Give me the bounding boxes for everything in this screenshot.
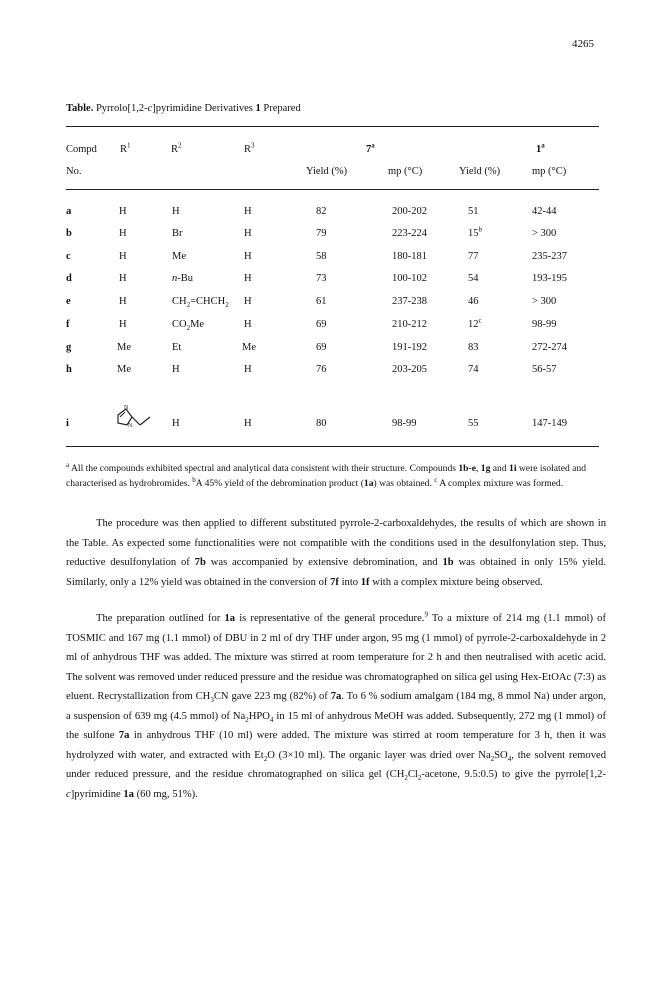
row-a-r2: H: [172, 206, 180, 217]
row-f-mp1: 98-99: [532, 319, 557, 330]
row-b-r3: H: [244, 228, 252, 239]
row-f-yield1: 12$^c$: [468, 316, 482, 330]
row-c-mp1: 235-237: [532, 251, 567, 262]
row-b-mp1: > 300: [532, 228, 557, 239]
row-d-yield1: 54: [468, 273, 479, 284]
svg-text:N: N: [124, 405, 129, 411]
row-c-r2: Me: [172, 251, 186, 262]
row-a-id: a: [66, 206, 72, 217]
row-a-yield7: 82: [316, 206, 327, 217]
row-i-mp7: 98-99: [392, 418, 417, 429]
row-a-yield1: 51: [468, 206, 479, 217]
row-a-mp7: 200-202: [392, 206, 427, 217]
page-number: 4265: [572, 38, 594, 50]
row-g-mp1: 272-274: [532, 342, 567, 353]
row-d-yield7: 73: [316, 273, 327, 284]
row-b-r1: H: [119, 228, 127, 239]
row-b-r2: Br: [172, 228, 183, 239]
row-e-mp1: > 300: [532, 296, 557, 307]
header-no: No.: [66, 166, 82, 177]
row-a-mp1: 42-44: [532, 206, 557, 217]
row-g-yield1: 83: [468, 342, 479, 353]
header-compd: Compd: [66, 144, 97, 155]
header-mp-7: mp (°C): [388, 166, 423, 177]
row-f-id: f: [66, 319, 70, 330]
row-e-r3: H: [244, 296, 252, 307]
header-compound-1: 1$^a$: [536, 141, 545, 155]
row-e-r1: H: [119, 296, 127, 307]
row-d-mp1: 193-195: [532, 273, 567, 284]
pyrazole-structure-icon: [112, 405, 156, 435]
row-c-yield1: 77: [468, 251, 479, 262]
row-h-id: h: [66, 364, 72, 375]
table-header-rule: [66, 189, 599, 190]
body-paragraph-2: The preparation outlined for 1a is representative of the general procedure.$^9$ To a mixture of 214 mg (1.1 mmol) of TOSMIC and 167 mg (1.1 mmol) of DBU in 2 ml of dry THF under argon, 95 mg (1 mmol) of pyrrole-2-carboxaldehyde in 2 ml of anhydrous THF was added. The mixture was stirred at room temperature for 2 h and then neutralised with acetic acid. The solvent was removed under reduced pressure and the residue was chromatographed on silica gel using Hex-EtOAc (7:3) as eluent. Recrystallization from $CH_3CN$ gave 223 mg (82%) of 7a. To 6 % sodium amalgam (184 mg, 8 mmol Na) under argon, a suspension of 639 mg (4.5 mmol) of $Na_2HPO_4$ in 15 ml of anhydrous MeOH was added. Subsequently, 272 mg (1 mmol) of the sulfone 7a in anhydrous THF (10 ml) were added. The mixture was stirred at room temperature for 3 h, then it was hydrolyzed with water, and extracted with $Et_2O$ (3×10 ml). The organic layer was dried over $Na_2SO_4$, the solvent removed under reduced pressure, and the residue chromatographed on silica gel ($CH_2Cl_2$-acetone, 9.5:0.5) to give the pyrrole[1,2-c]pyrimidine 1a (60 mg, 51%).: [66, 610, 606, 800]
header-yield-7: Yield (%): [306, 166, 348, 177]
row-g-mp7: 191-192: [392, 342, 427, 353]
row-a-r3: H: [244, 206, 252, 217]
row-h-mp1: 56-57: [532, 364, 557, 375]
row-f-r1: H: [119, 319, 127, 330]
row-b-yield1: 15$^b$: [468, 225, 482, 239]
row-i-r2: H: [172, 418, 180, 429]
row-d-id: d: [66, 273, 72, 284]
row-g-id: g: [66, 342, 72, 353]
header-compound-7: 7$^a$: [366, 141, 375, 155]
row-h-r3: H: [244, 364, 252, 375]
row-h-yield7: 76: [316, 364, 327, 375]
header-r3: $R^3$: [244, 141, 255, 155]
row-h-r2: H: [172, 364, 180, 375]
row-f-mp7: 210-212: [392, 319, 427, 330]
row-b-id: b: [66, 228, 72, 239]
row-i-yield1: 55: [468, 418, 479, 429]
row-e-yield1: 46: [468, 296, 479, 307]
header-r2: $R^2$: [171, 141, 182, 155]
row-c-id: c: [66, 251, 71, 262]
row-f-r3: H: [244, 319, 252, 330]
header-r1: $R^1$: [120, 141, 131, 155]
row-d-r2: n-Bu: [172, 273, 193, 284]
row-i-r3: H: [244, 418, 252, 429]
row-e-r2: $CH_2=CHCH_2$: [172, 296, 229, 310]
row-b-mp7: 223-224: [392, 228, 427, 239]
row-d-r3: H: [244, 273, 252, 284]
row-d-r1: H: [119, 273, 127, 284]
row-g-yield7: 69: [316, 342, 327, 353]
body-paragraph-1: The procedure was then applied to different substituted pyrrole-2-carboxaldehydes, the results of which are shown in the Table. As expected some functionalities were not compatible with the conditions used in the desulfonylation step. Thus, reductive desulfonylation of 7b was accompanied by extensive debromination, and 1b was obtained in only 15% yield. Similarly, only a 12% yield was obtained in the conversion of 7f into 1f with a complex mixture being observed.: [66, 518, 606, 588]
row-e-yield7: 61: [316, 296, 327, 307]
table-bottom-rule: [66, 446, 599, 447]
row-a-r1: H: [119, 206, 127, 217]
row-h-r1: Me: [117, 364, 131, 375]
row-i-id: i: [66, 418, 69, 429]
header-mp-1: mp (°C): [532, 166, 567, 177]
row-i-mp1: 147-149: [532, 418, 567, 429]
row-f-yield7: 69: [316, 319, 327, 330]
row-b-yield7: 79: [316, 228, 327, 239]
row-c-mp7: 180-181: [392, 251, 427, 262]
row-c-r3: H: [244, 251, 252, 262]
table-top-rule: [66, 126, 599, 127]
row-e-mp7: 237-238: [392, 296, 427, 307]
table-caption: Table. Pyrrolo[1,2-c]pyrimidine Derivatives 1 Prepared: [66, 103, 301, 114]
row-c-r1: H: [119, 251, 127, 262]
row-g-r2: Et: [172, 342, 182, 353]
row-f-r2: $CO_2Me$: [172, 319, 205, 333]
row-g-r3: Me: [242, 342, 256, 353]
svg-text:N: N: [128, 423, 133, 429]
row-e-id: e: [66, 296, 71, 307]
table-footnote: $^a$ All the compounds exhibited spectral and analytical data consistent with their structure. Compounds 1b-e, 1g and 1i were isolated and characterised as hydrobromides. $^b$A 45% yield of the debromination product (1a) was obtained. $^c$ A complex mixture was formed.: [66, 460, 587, 489]
row-h-yield1: 74: [468, 364, 479, 375]
row-c-yield7: 58: [316, 251, 327, 262]
row-i-yield7: 80: [316, 418, 327, 429]
row-g-r1: Me: [117, 342, 131, 353]
header-yield-1: Yield (%): [459, 166, 501, 177]
row-d-mp7: 100-102: [392, 273, 427, 284]
row-h-mp7: 203-205: [392, 364, 427, 375]
